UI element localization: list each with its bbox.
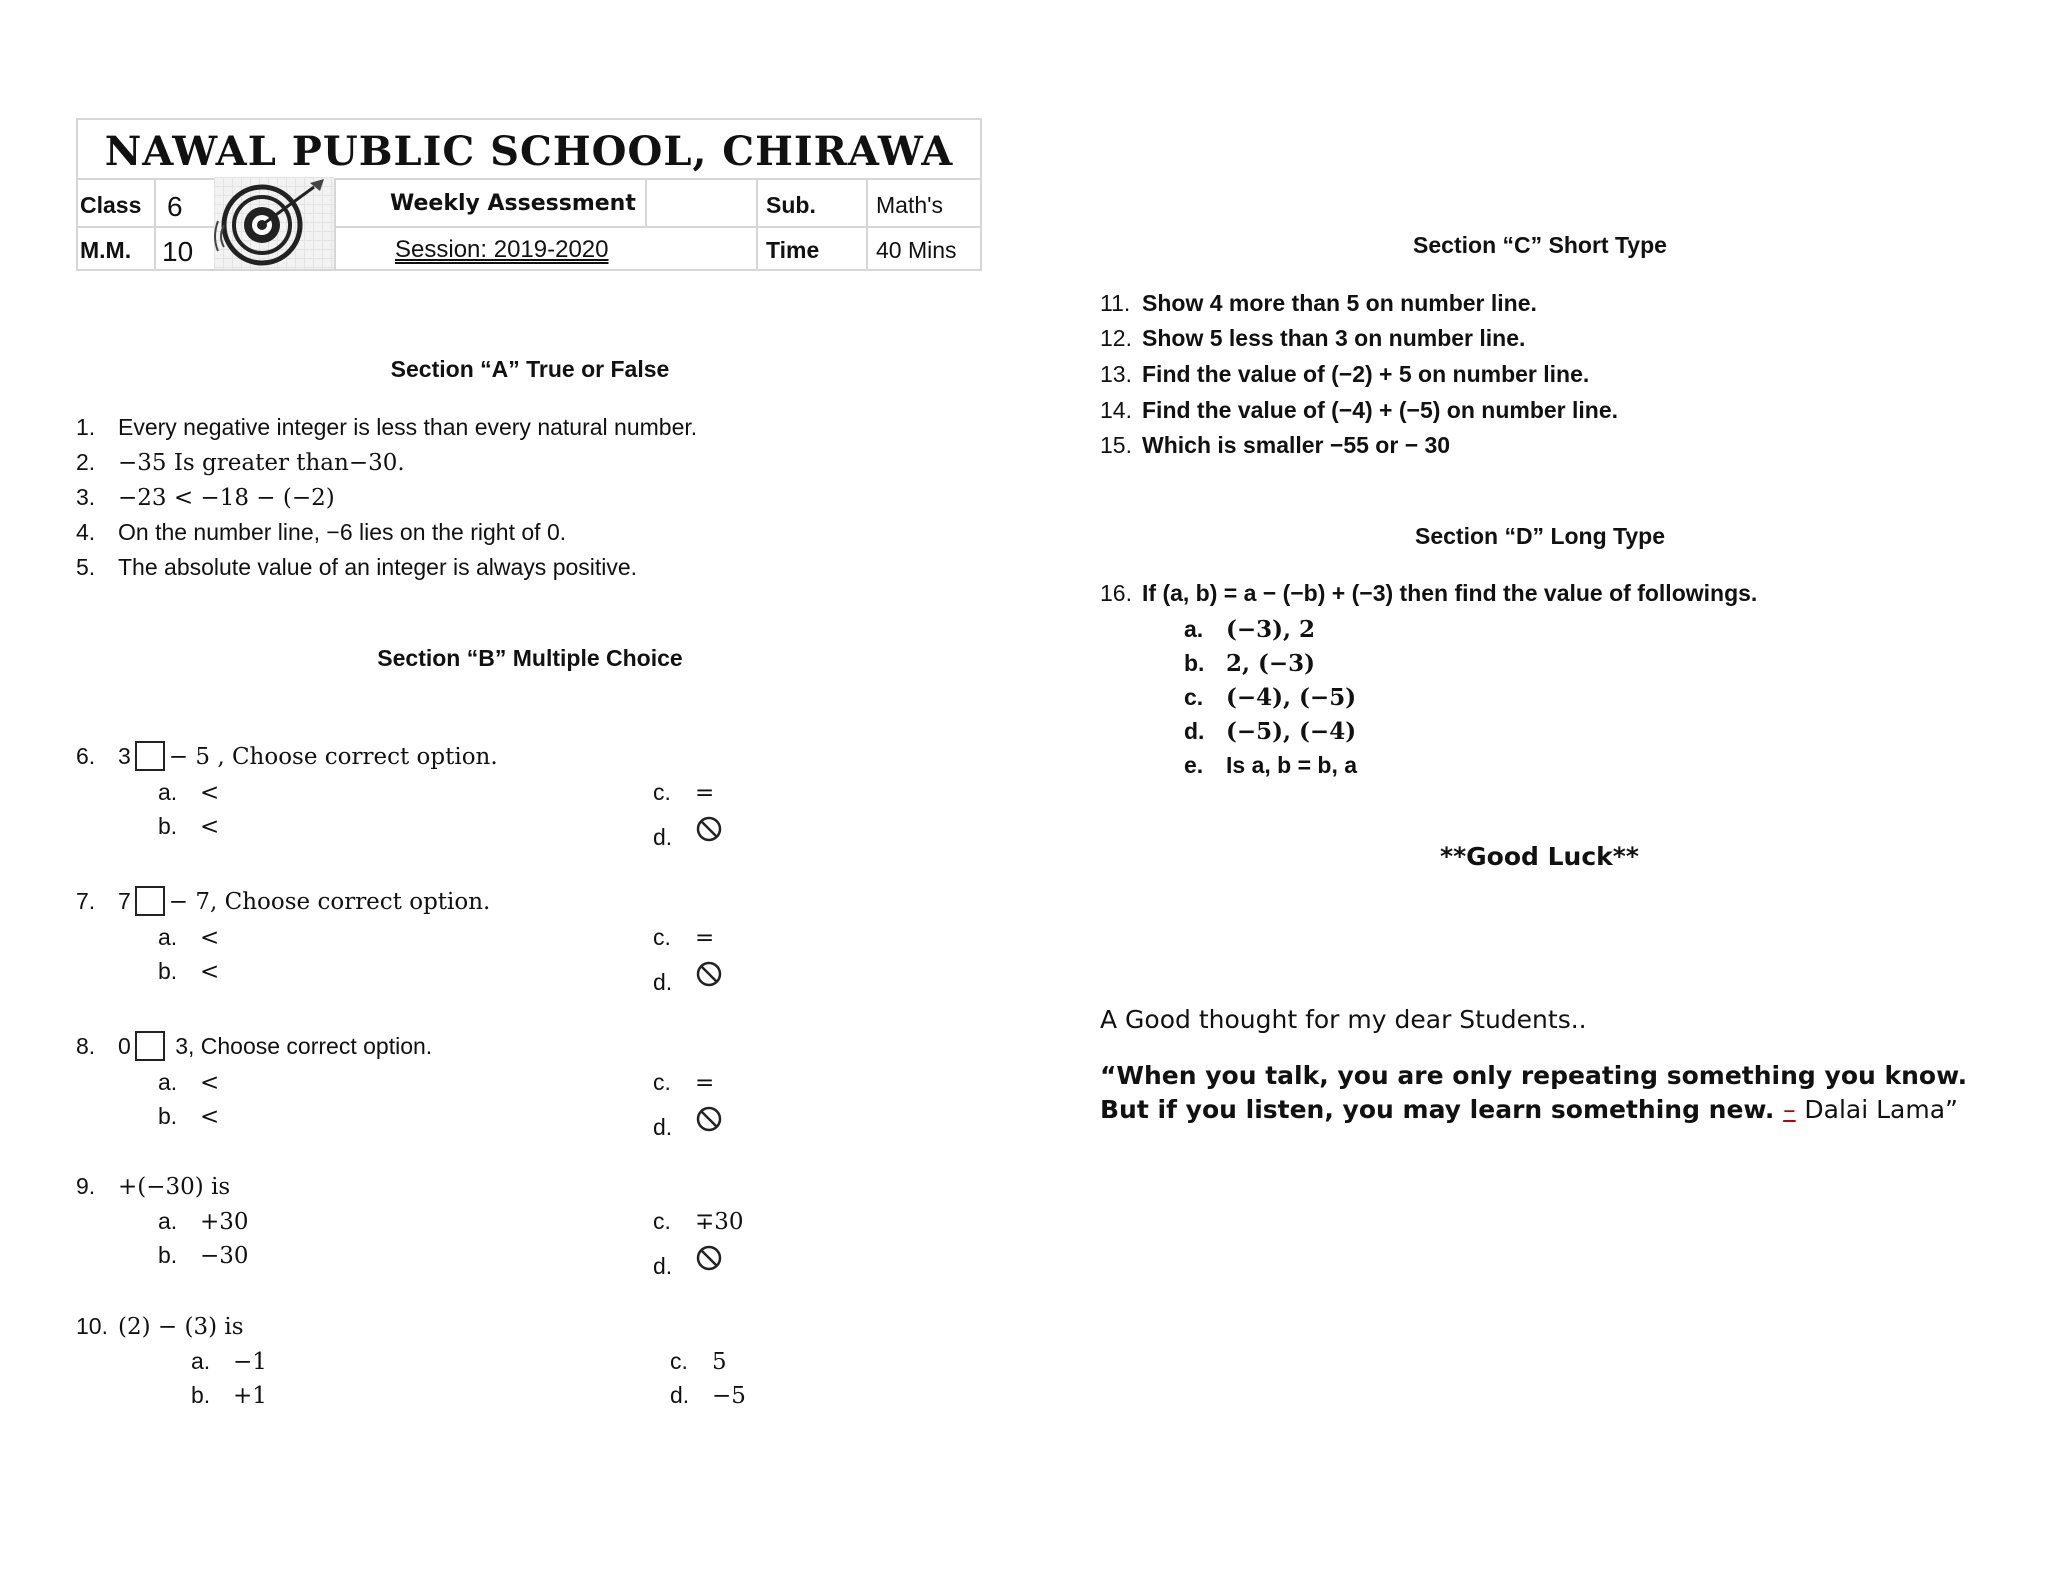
prohibited-icon: [695, 1244, 723, 1272]
time-value: 40 Mins: [876, 237, 957, 263]
option-item: c. =: [653, 1069, 715, 1096]
table-divider: [334, 226, 982, 228]
table-divider: [756, 178, 758, 271]
prohibited-icon: [695, 815, 723, 843]
question-item: 9. +(−30) is: [76, 1173, 231, 1200]
quote-line-1: “When you talk, you are only repeating something you know.: [1100, 1061, 1968, 1090]
table-divider: [154, 178, 156, 271]
question-item: 4. On the number line, −6 lies on the right of 0.: [76, 519, 567, 545]
quote-line-2: But if you listen, you may learn something new. – Dalai Lama”: [1100, 1095, 1958, 1124]
assessment-title: Weekly Assessment: [390, 191, 636, 216]
prohibited-icon: [695, 960, 723, 988]
question-item: 7. 7 − 7, Choose correct option.: [76, 888, 491, 915]
quote-author: Dalai Lama”: [1804, 1095, 1958, 1124]
session-label: Session: 2019-2020: [395, 236, 609, 263]
option-item: a. −1: [191, 1348, 267, 1375]
question-item: 16. If (a, b) = a − (−b) + (−3) then find the value of followings.: [1100, 580, 1758, 606]
question-item: 8. 0 3, Choose correct option.: [76, 1033, 433, 1059]
school-name: NAWAL PUBLIC SCHOOL, CHIRAWA: [104, 128, 954, 175]
option-item: b. <: [158, 1103, 220, 1130]
target-logo: [214, 177, 334, 269]
option-item: d. −5: [670, 1382, 746, 1409]
answer-box[interactable]: [135, 1031, 165, 1061]
option-item: a. (−3), 2: [1184, 616, 1316, 643]
table-divider: [645, 178, 647, 226]
section-d-title: Section “D” Long Type: [1414, 523, 1666, 549]
table-divider: [866, 178, 868, 271]
question-item: 2. −35 Is greater than−30.: [76, 449, 405, 476]
question-item: 10. (2) − (3) is: [76, 1313, 244, 1340]
option-item: c. ∓30: [653, 1208, 744, 1235]
class-value: 6: [167, 191, 183, 222]
prohibited-icon: [695, 1105, 723, 1133]
answer-box[interactable]: [135, 741, 165, 771]
option-item: d.: [653, 960, 723, 997]
question-item: 5. The absolute value of an integer is always positive.: [76, 554, 638, 580]
question-item: 6. 3 − 5 , Choose correct option.: [76, 743, 498, 770]
question-item: 3. −23 < −18 − (−2): [76, 484, 335, 511]
mm-value: 10: [162, 236, 194, 267]
option-item: c. =: [653, 924, 715, 951]
table-divider: [76, 178, 982, 180]
subject-label: Sub.: [766, 192, 816, 218]
class-label: Class: [80, 192, 142, 218]
option-item: b. <: [158, 813, 220, 840]
option-item: d.: [653, 815, 723, 852]
option-item: b. −30: [158, 1242, 249, 1269]
quote-dash: –: [1783, 1095, 1796, 1124]
option-item: c. (−4), (−5): [1184, 684, 1357, 711]
option-item: b. <: [158, 958, 220, 985]
option-item: b. +1: [191, 1382, 267, 1409]
option-item: e. Is a, b = b, a: [1184, 752, 1358, 778]
question-item: 14. Find the value of (−4) + (−5) on number line.: [1100, 397, 1619, 423]
section-b-title: Section “B” Multiple Choice: [377, 645, 683, 671]
mm-label: M.M.: [80, 237, 132, 263]
option-item: c. =: [653, 779, 715, 806]
subject-value: Math's: [876, 192, 944, 218]
section-a-title: Section “A” True or False: [390, 356, 670, 382]
option-item: a. <: [158, 924, 220, 951]
option-item: a. <: [158, 1069, 220, 1096]
option-item: d.: [653, 1244, 723, 1281]
question-item: 15. Which is smaller −55 or − 30: [1100, 432, 1451, 458]
option-item: c. 5: [670, 1348, 727, 1375]
question-item: 12. Show 5 less than 3 on number line.: [1100, 325, 1526, 351]
time-label: Time: [766, 237, 820, 263]
option-item: b. 2, (−3): [1184, 650, 1316, 677]
good-luck-text: **Good Luck**: [1440, 842, 1639, 871]
option-item: a. <: [158, 779, 220, 806]
target-icon: [214, 177, 334, 269]
thought-intro: A Good thought for my dear Students..: [1100, 1005, 1587, 1034]
option-item: d. (−5), (−4): [1184, 718, 1357, 745]
option-item: d.: [653, 1105, 723, 1142]
question-item: 11. Show 4 more than 5 on number line.: [1100, 290, 1537, 316]
question-item: 13. Find the value of (−2) + 5 on number line.: [1100, 361, 1590, 387]
option-item: a. +30: [158, 1208, 249, 1235]
table-divider: [334, 178, 336, 271]
question-item: 1. Every negative integer is less than every natural number.: [76, 414, 698, 440]
answer-box[interactable]: [135, 886, 165, 916]
section-c-title: Section “C” Short Type: [1413, 232, 1667, 258]
table-divider: [76, 226, 214, 228]
